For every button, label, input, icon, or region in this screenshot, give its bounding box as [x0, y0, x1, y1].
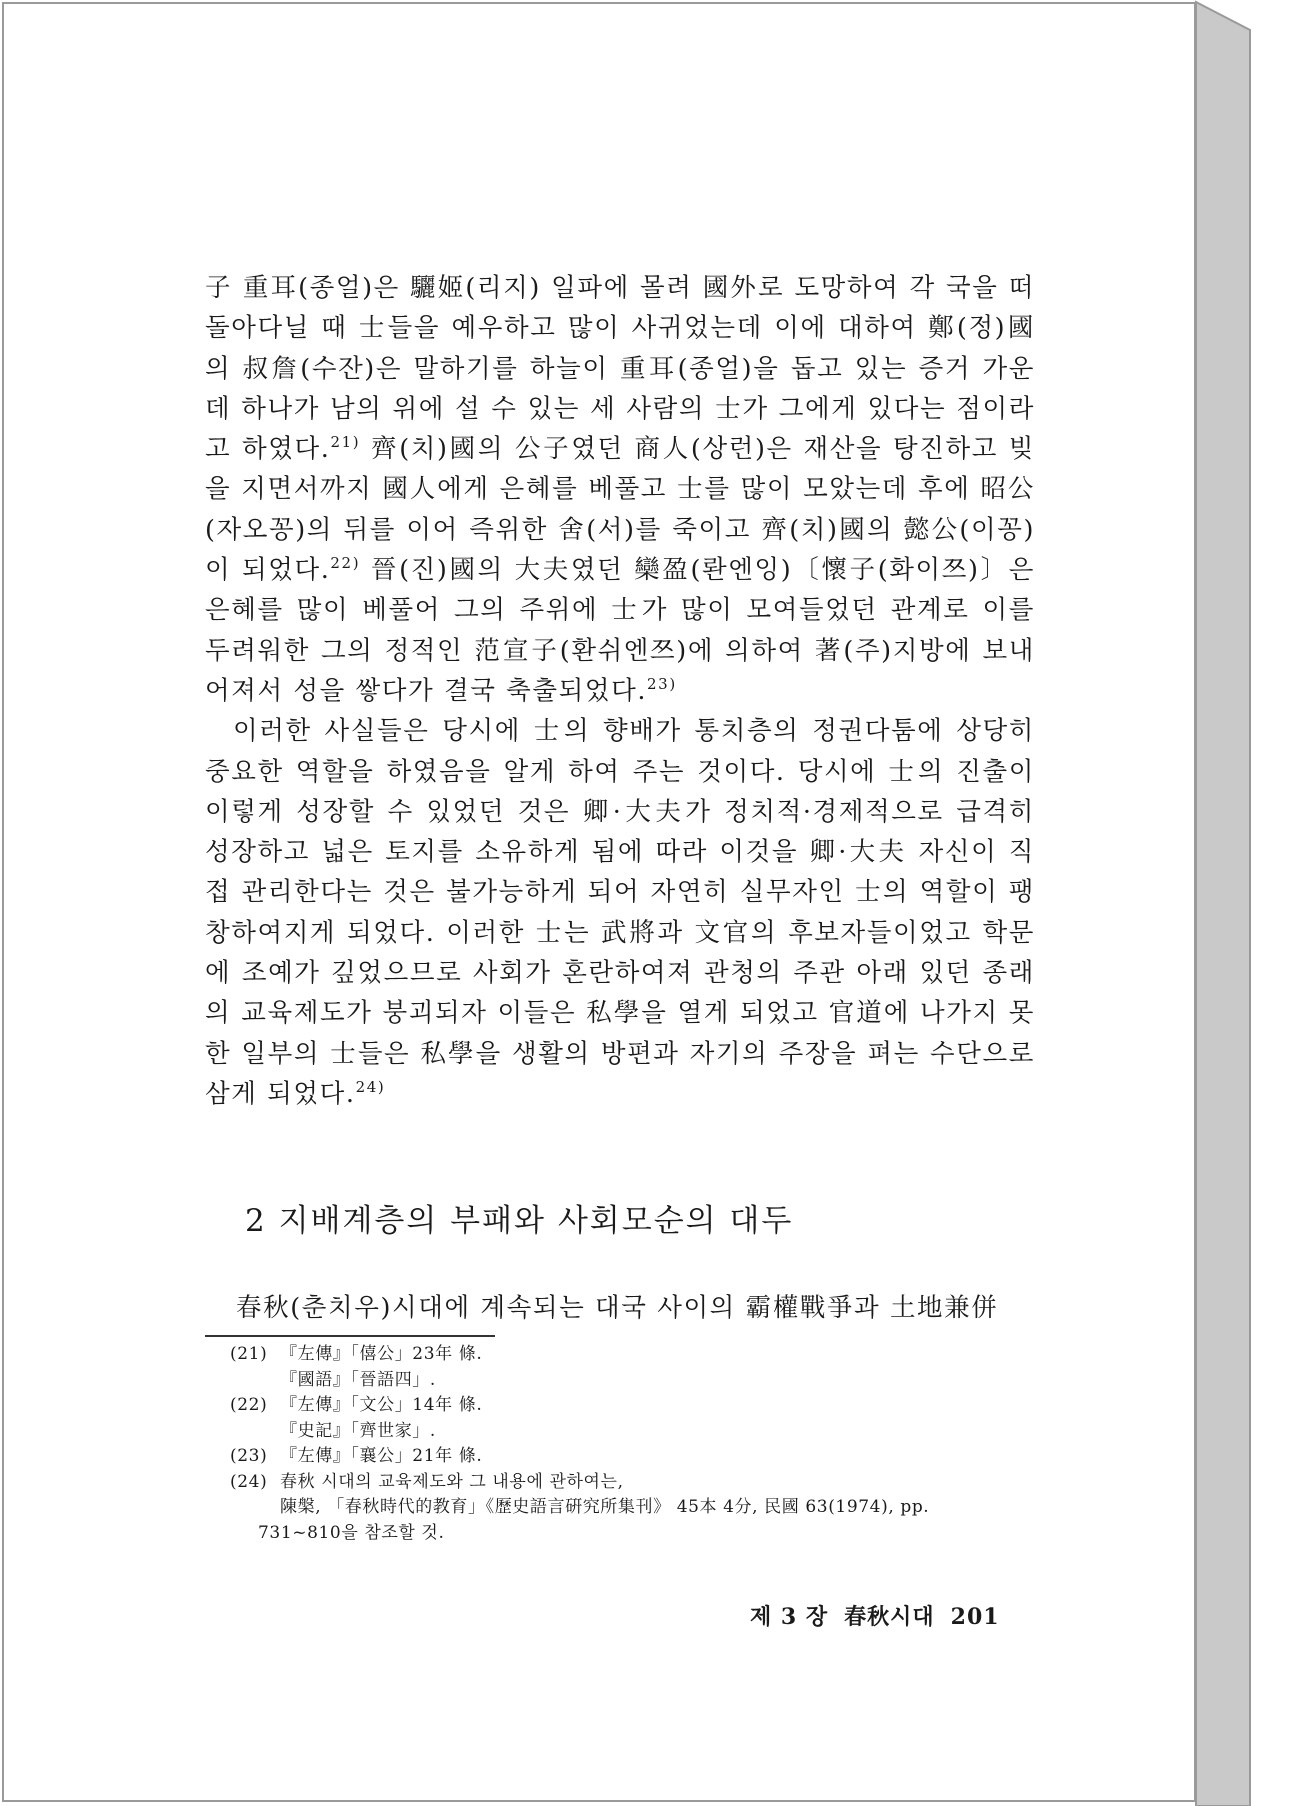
footnote — [230, 1342, 1050, 1393]
footnote-line: 『左傳』「襄公」21年 條. — [280, 1446, 483, 1466]
footnote-line: 春秋 시대의 교육제도와 그 내용에 관하여는, — [280, 1471, 624, 1492]
footer-chapter-title: 春秋시대 — [844, 1604, 935, 1630]
footnote — [230, 1444, 1050, 1470]
paragraph — [205, 711, 1035, 1114]
footnote-line: 『國語』「晉語四」. — [280, 1369, 436, 1390]
text-run: 齊(치)國의 公子였던 商人(상런)은 재산을 탕진하고 빚을 지면서까지 國人에게 은혜를 베풀고 士를 많이 모았는데 후에 昭公(자오꽁)의 뒤를 이어 즉위한 舍(서)를 죽이고 齊(치)國의 懿公(이꽁)이 되었다. — [205, 434, 1036, 586]
footnote — [230, 1470, 1050, 1547]
footnote-ref: 24) — [355, 1077, 386, 1096]
footnote-number: (24) — [230, 1471, 268, 1492]
footnote-line: 『左傳』「文公」14年 條. — [280, 1395, 483, 1415]
footnote-number: (21) — [230, 1344, 268, 1364]
section-heading: 2 지배계층의 부패와 사회모순의 대두 — [245, 1203, 794, 1239]
footnote-ref: 23) — [647, 674, 677, 693]
main-text — [205, 268, 1035, 1114]
text-run: 이러한 사실들은 당시에 士의 향배가 통치층의 정권다툼에 상당히 중요한 역할을 하였음을 알게 하여 주는 것이다. 당시에 士의 진출이 이렇게 성장할 수 있었던 것은 卿·大夫가 정치적·경제적으로 급격히 성장하고 넓은 토지를 소유하게 됨에 따라 이것을 卿·大夫 자신이 직접 관리한다는 것은 불가능하게 되어 자연히 실무자인 士의 역할이 팽창하여지게 되었다. 이러한 士는 武將과 文官의 후보자들이었고 학문에 조예가 깊었으므로 사회가 혼란하여져 관청의 주관 아래 있던 종래의 교육제도가 붕괴되자 이들은 私學을 열게 되었고 官道에 나가지 못한 일부의 士들은 私學을 생활의 방편과 자기의 주장을 펴는 수단으로 삼게 되었다. — [205, 716, 1035, 1109]
footnote-number: (22) — [230, 1395, 268, 1415]
footnote-line: 陳槃, 「春秋時代的教育」《歷史語言硏究所集刊》 45本 4分, 民國 63(1974), pp. — [280, 1497, 930, 1517]
footer-chapter: 제 3 장 — [750, 1604, 829, 1630]
footnote-ref: 22) — [330, 554, 361, 573]
footnote-number: (23) — [230, 1446, 268, 1466]
footnotes — [230, 1342, 1050, 1546]
footnote-line: 『史記』「齊世家」. — [280, 1420, 436, 1441]
footnote-line: 731~810을 참조할 것. — [258, 1522, 445, 1543]
footnote-divider — [205, 1335, 495, 1337]
footnote — [230, 1393, 1050, 1444]
body-paragraphs — [205, 268, 1035, 1114]
text-run: 晉(진)國의 大夫였던 欒盈(롼엔잉)〔懷子(화이쯔)〕은 은혜를 많이 베풀어 그의 주위에 士가 많이 모여들었던 관계로 이를 두려워한 그의 정적인 范宣子(환쉬엔쯔)에 의하여 著(주)지방에 보내어져서 성을 쌓다가 결국 축출되었다. — [205, 555, 1035, 706]
footnote-line: 『左傳』「僖公」23年 條. — [280, 1344, 483, 1364]
text-run: 子 重耳(종얼)은 驪姬(리지) 일파에 몰려 國外로 도망하여 각 국을 떠돌아다닐 때 士들을 예우하고 많이 사귀었는데 이에 대하여 鄭(정)國의 叔詹(수잔)은 말하기를 하늘이 重耳(종얼)을 돕고 있는 증거 가운데 하나가 남의 위에 설 수 있는 세 사람의 士가 그에게 있다는 점이라고 하였다. — [205, 273, 1035, 465]
section-opening-line: 春秋(춘치우)시대에 계속되는 대국 사이의 霸權戰爭과 土地兼併 — [236, 1293, 999, 1323]
page-footer — [750, 1600, 1016, 1631]
page-number: 201 — [950, 1604, 1000, 1630]
footnote-ref: 21) — [330, 433, 361, 452]
paragraph — [205, 268, 1035, 711]
